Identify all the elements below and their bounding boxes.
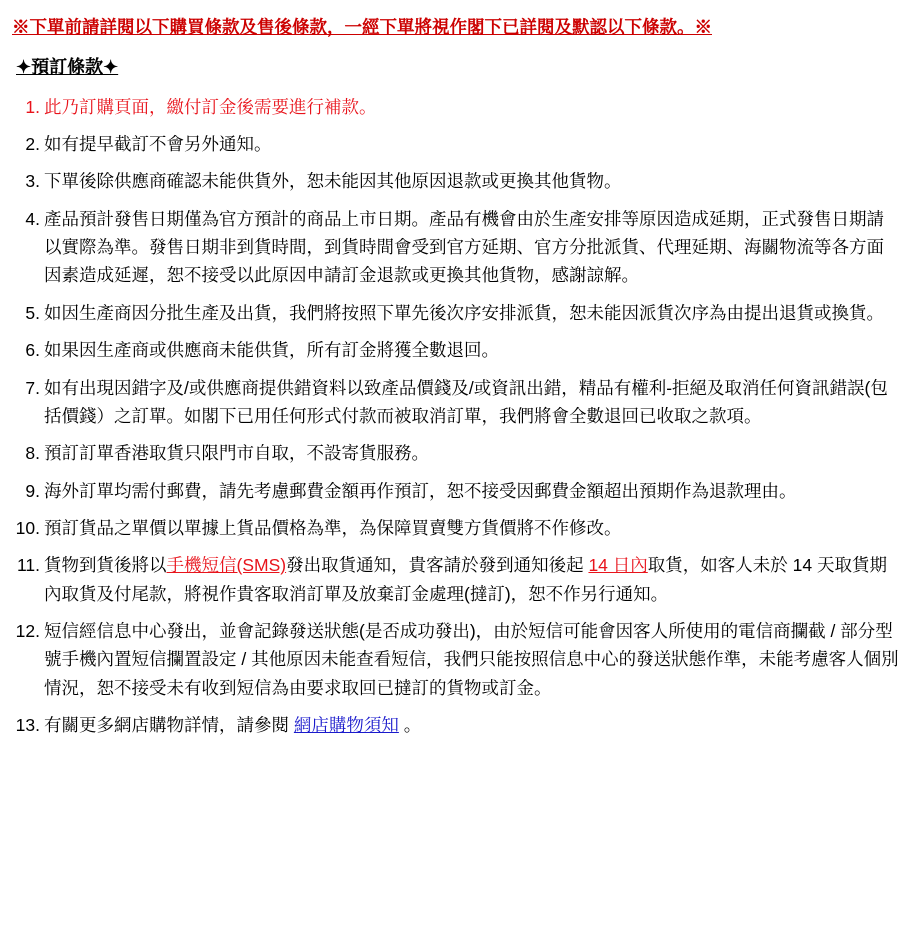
list-item bbox=[10, 130, 899, 158]
list-item bbox=[10, 93, 899, 121]
list-item bbox=[10, 711, 899, 739]
term-text: 短信經信息中心發出，並會記錄發送狀態(是否成功發出)，由於短信可能會因客人所使用的電信商攔截 / 部分型號手機內置短信攔置設定 / 其他原因未能查看短信，我們只能按照信息中心的發送狀態作準，未能考慮客人個別情況，恕不接受未有收到短信為由要求取回已撻訂的貨物或訂金。 bbox=[44, 620, 899, 698]
term-text: 預訂訂單香港取貨只限門市自取，不設寄貨服務。 bbox=[44, 443, 429, 464]
term-text-part: 取貨，如客人未於 14 天取貨期內取貨及付尾款，將視作貴客取消訂單及放棄訂金處理(撻訂)，恕不作另行通知。 bbox=[44, 555, 887, 604]
terms-list bbox=[10, 93, 899, 740]
list-item bbox=[10, 514, 899, 542]
term-text: 如果因生產商或供應商未能供貨，所有訂金將獲全數退回。 bbox=[44, 340, 499, 361]
list-item bbox=[10, 336, 899, 364]
term-text: 預訂貨品之單價以單據上貨品價格為準，為保障買賣雙方貨價將不作修改。 bbox=[44, 517, 622, 538]
section-title: ✦預訂條款✦ bbox=[16, 56, 119, 77]
list-item bbox=[10, 205, 899, 290]
term-text: 如有出現因錯字及/或供應商提供錯資料以致產品價錢及/或資訊出錯，精品有權利-拒絕及取消任何資訊錯誤(包括價錢）之訂單。如閣下已用任何形式付款而被取消訂單，我們將會全數退回已收取之款項。 bbox=[44, 377, 888, 426]
list-item bbox=[10, 299, 899, 327]
term-text: 下單後除供應商確認未能供貨外，恕未能因其他原因退款或更換其他貨物。 bbox=[44, 171, 622, 192]
sms-highlight: 手機短信(SMS) bbox=[166, 555, 287, 576]
term-text: 如有提早截訂不會另外通知。 bbox=[44, 134, 272, 155]
term-text: 海外訂單均需付郵費，請先考慮郵費金額再作預訂，恕不接受因郵費金額超出預期作為退款理由。 bbox=[44, 480, 797, 501]
list-item bbox=[10, 167, 899, 195]
shopping-guide-link[interactable]: 網店購物須知 bbox=[293, 714, 399, 735]
page-banner: ※下單前請詳閱以下購買條款及售後條款，一經下單將視作閣下已詳閱及默認以下條款。※ bbox=[12, 17, 712, 37]
term-text-part: 有關更多網店購物詳情，請參閱 bbox=[44, 714, 294, 735]
term-text: 此乃訂購頁面，繳付訂金後需要進行補款。 bbox=[44, 96, 377, 117]
list-item bbox=[10, 374, 899, 431]
term-text: 如因生產商因分批生產及出貨，我們將按照下單先後次序安排派貨，恕未能因派貨次序為由提出退貨或換貨。 bbox=[44, 302, 884, 323]
term-text: 產品預計發售日期僅為官方預計的商品上市日期。產品有機會由於生產安排等原因造成延期，正式發售日期請以實際為準。發售日期非到貨時間，到貨時間會受到官方延期、官方分批派貨、代理延期、海關物流等各方面因素造成延遲，恕不接受以此原因申請訂金退款或更換其他貨物，感謝諒解。 bbox=[44, 208, 884, 286]
term-text-part: 。 bbox=[398, 714, 422, 735]
pickup-period-highlight: 14 日內 bbox=[588, 555, 648, 576]
list-item bbox=[10, 617, 899, 702]
term-text-part: 貨物到貨後將以 bbox=[44, 555, 167, 576]
term-text-part: 發出取貨通知，貴客請於發到通知後起 bbox=[286, 555, 589, 576]
list-item bbox=[10, 477, 899, 505]
list-item bbox=[10, 551, 899, 608]
list-item bbox=[10, 439, 899, 467]
